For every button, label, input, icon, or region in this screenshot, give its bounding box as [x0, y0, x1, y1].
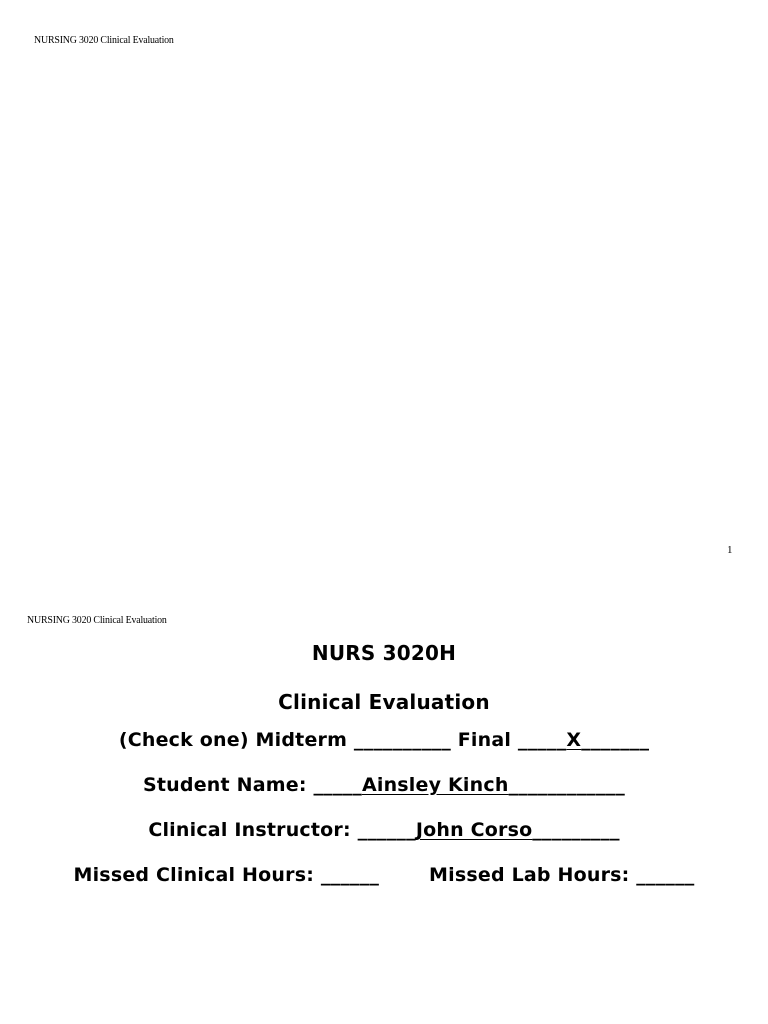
course-code: NURS 3020H: [311, 641, 457, 665]
clinical-instructor-label: Clinical Instructor:: [148, 819, 358, 841]
evaluation-type-line: [0, 729, 768, 751]
missed-lab-hours-blank[interactable]: ______: [636, 864, 695, 886]
final-blank-end: _______: [581, 729, 650, 751]
missed-hours-line: [0, 864, 768, 886]
page-header: NURSING 3020 Clinical Evaluation: [27, 614, 167, 626]
missed-clinical-hours-blank[interactable]: ______: [320, 864, 380, 886]
clinical-instructor-blank-start: ______: [357, 819, 416, 841]
clinical-instructor-value[interactable]: John Corso: [415, 819, 533, 841]
page-number: 1: [727, 544, 733, 556]
student-name-label: Student Name:: [143, 774, 314, 796]
student-name-blank-start: _____: [313, 774, 362, 796]
form-title: Clinical Evaluation: [278, 690, 490, 714]
clinical-instructor-blank-end: _________: [532, 819, 620, 841]
student-name-value[interactable]: Ainsley Kinch: [361, 774, 509, 796]
final-check-mark[interactable]: X: [566, 729, 582, 751]
midterm-blank[interactable]: __________: [353, 729, 451, 751]
student-name-blank-end: ____________: [508, 774, 625, 796]
clinical-instructor-line: [0, 819, 768, 841]
missed-lab-hours-label: Missed Lab Hours:: [429, 864, 637, 886]
evaluation-type-label: (Check one) Midterm: [118, 729, 354, 751]
final-blank-start: _____: [517, 729, 567, 751]
missed-clinical-hours-label: Missed Clinical Hours:: [73, 864, 321, 886]
final-label: Final: [450, 729, 518, 751]
page-header: NURSING 3020 Clinical Evaluation: [34, 34, 174, 46]
student-name-line: [0, 774, 768, 796]
